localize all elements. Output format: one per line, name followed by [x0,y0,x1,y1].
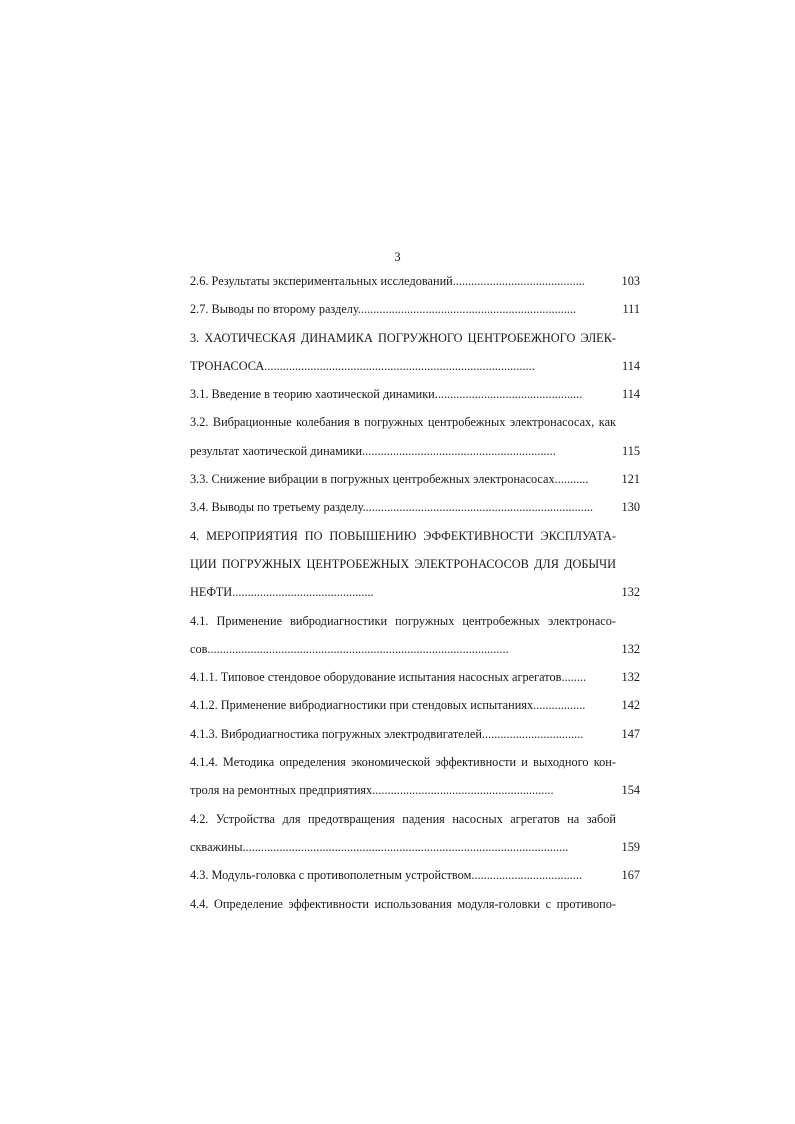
toc-page-number: 130 [621,500,640,515]
toc-entry-text: 3.1. Введение в теорию хаотической динамики [190,387,435,402]
toc-entry [190,723,640,751]
toc-leader-dots: ........................................................................................ [264,358,535,373]
toc-entry [190,808,640,836]
toc-entry [190,355,640,383]
toc-entry-body [190,779,600,801]
toc-entry-body [190,581,600,603]
toc-entry [190,694,640,722]
toc-entry-text: ЦИИ ПОГРУЖНЫХ ЦЕНТРОБЕЖНЫХ ЭЛЕКТРОНАСОСОВ ДЛЯ ДОБЫЧИ [190,556,616,571]
toc-leader-dots: .......................................................................................................... [242,839,569,854]
toc-entry-body [190,440,600,462]
toc-entry [190,893,640,921]
toc-entry [190,298,640,326]
toc-entry [190,525,640,553]
toc-entry-body [190,864,600,886]
toc-entry-body [190,383,600,405]
toc-entry-justified [190,525,616,547]
toc-entry-text: 4. МЕРОПРИЯТИЯ ПО ПОВЫШЕНИЮ ЭФФЕКТИВНОСТИ ЭКСПЛУАТА- [190,528,616,543]
toc-entry-text: 4.1.1. Типовое стендовое оборудование испытания насосных агрегатов [190,670,562,685]
toc-entry-justified [190,411,616,433]
toc-page-number: 132 [621,670,640,685]
toc-entry [190,779,640,807]
toc-page-number: 114 [622,387,640,402]
toc-entry [190,666,640,694]
toc-entry [190,270,640,298]
toc-entry [190,638,640,666]
toc-entry-justified [190,610,616,632]
toc-leader-dots: ........ [561,670,587,685]
toc-page-number: 132 [621,641,640,656]
toc-entry-justified [190,751,616,773]
toc-entry-text: 3.2. Вибрационные колебания в погружных центробежных электронасосах, как [190,415,616,430]
toc-entry-justified [190,553,616,575]
toc-entry-text: 2.7. Выводы по второму разделу [190,302,358,317]
toc-entry-body [190,836,600,858]
toc-entry [190,836,640,864]
toc-leader-dots: ................. [533,698,586,713]
toc-entry-text: 3.3. Снижение вибрации в погружных центробежных электронасосах [190,472,555,487]
toc-entry [190,411,640,439]
toc-entry-justified [190,808,616,830]
toc-entry [190,468,640,496]
toc-page-number: 121 [621,472,640,487]
toc-entry [190,327,640,355]
toc-entry-body [190,496,600,518]
toc-entry-text: 4.4. Определение эффективности использования модуля-головки с противопо- [190,896,616,911]
toc-entry-text: НЕФТИ [190,585,233,600]
table-of-contents [190,270,640,921]
toc-page-number: 154 [621,783,640,798]
toc-page-number: 167 [621,868,640,883]
toc-entry-text: ТРОНАСОСА [190,358,265,373]
toc-leader-dots: .................................................................................................. [207,641,509,656]
toc-entry-body [190,723,600,745]
toc-page-number: 114 [622,358,640,373]
toc-entry-body [190,694,600,716]
toc-entry-body [190,638,600,660]
toc-entry-text: 4.1.2. Применение вибродиагностики при стендовых испытаниях [190,698,534,713]
toc-entry-body [190,666,600,688]
toc-entry [190,496,640,524]
toc-entry-text: 4.1. Применение вибродиагностики погружных центробежных электронасо- [190,613,616,628]
toc-entry-text: 4.2. Устройства для предотвращения падения насосных агрегатов на забой [190,811,616,826]
toc-leader-dots: ........................................... [452,274,585,288]
toc-leader-dots: ....................................................................... [357,302,577,317]
toc-entry [190,581,640,609]
toc-leader-dots: ........................................................................... [362,500,594,515]
toc-entry [190,383,640,411]
toc-leader-dots: ........................................................... [372,783,554,798]
toc-entry [190,553,640,581]
toc-leader-dots: ................................................ [434,387,583,402]
toc-entry-body [190,270,600,292]
toc-page-number: 103 [621,274,640,288]
toc-leader-dots: .................................... [471,868,583,883]
toc-entry [190,440,640,468]
toc-entry-body [190,468,600,490]
toc-entry-justified [190,893,616,915]
toc-leader-dots: .............................................. [232,585,374,600]
toc-leader-dots: ................................. [481,726,584,741]
toc-entry-text: 4.1.4. Методика определения экономической эффективности и выходного кон- [190,755,616,770]
toc-entry-text: 4.1.3. Вибродиагностика погружных электродвигателей [190,726,482,741]
toc-entry-text: 3. ХАОТИЧЕСКАЯ ДИНАМИКА ПОГРУЖНОГО ЦЕНТРОБЕЖНОГО ЭЛЕК- [190,330,616,345]
toc-entry [190,864,640,892]
toc-page-number: 159 [621,839,640,854]
toc-leader-dots: ............................................................... [362,443,556,458]
page-number: 3 [394,250,401,264]
toc-entry-text: сов [190,641,208,656]
toc-entry-text: скважины [190,839,243,854]
toc-entry-text: 2.6. Результаты экспериментальных исследований [190,274,453,288]
toc-leader-dots: ........... [554,472,589,487]
toc-entry-text: 4.3. Модуль-головка с противополетным устройством [190,868,472,883]
toc-entry-text: 3.4. Выводы по третьему разделу [190,500,363,515]
toc-entry [190,751,640,779]
toc-entry-text: троля на ремонтных предприятиях [190,783,373,798]
toc-page-number: 147 [621,726,640,741]
toc-entry-body [190,355,600,377]
toc-page-number: 132 [621,585,640,600]
toc-page-number: 111 [622,302,640,317]
toc-entry-text: результат хаотической динамики [190,443,363,458]
toc-page-number: 142 [621,698,640,713]
toc-entry-justified [190,327,616,349]
toc-entry [190,610,640,638]
toc-entry-body [190,298,600,320]
toc-page-number: 115 [622,443,640,458]
